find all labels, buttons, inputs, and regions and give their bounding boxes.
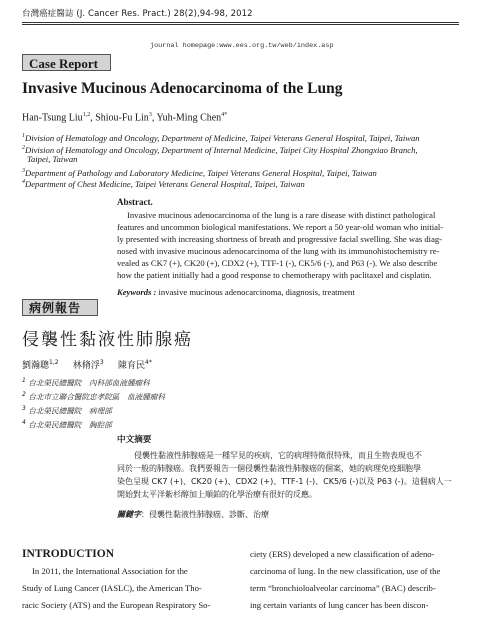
intro-right-line: ciety (ERS) developed a new classification of adeno-: [250, 549, 435, 559]
header-rule: [22, 22, 459, 23]
abstract-line: how the patient initially had a good response to chemotherapy with paclitaxel and cisplatin.: [117, 270, 432, 280]
journal-homepage[interactable]: journal homepage:www.ees.org.tw/web/index.asp: [150, 42, 334, 50]
abstract-line: vealed as CK7 (+), CK20 (+), CDX2 (+), TTF-1 (-), CK5/6 (-), and P63 (-). We also describe: [117, 258, 438, 268]
abstract-line: features and uncommon biological manifestations. We report a 50 year-old woman who initial-: [117, 222, 444, 232]
keywords-label: Keywords :: [117, 287, 157, 297]
affiliation: $^2$Division of Hematology and Oncology, Department of Internal Medicine, Taipei City Hospital Zhongxiao Branch,: [22, 144, 418, 155]
zh-affiliation: $^2$ 台北市立聯合醫院忠孝院區 血液腫瘤科: [22, 391, 165, 402]
zh-abstract-line: 染色呈現 CK7 (+)、CK20 (+)、CDX2 (+)、TTF-1 (-)、CK5/6 (-)以及 P63 (-)。這個病人一: [117, 477, 452, 486]
intro-right-line: ing certain variants of lung cancer has been discon-: [250, 600, 429, 610]
affiliation: $^1$Division of Hematology and Oncology, Department of Medicine, Taipei Veterans General Hospital, Taipei, Taiwan: [22, 132, 420, 143]
zh-author-list: 劉瀚聰$^{1,2}$ 林脩浮$^3$ 陳育民$^{4*}$: [22, 359, 152, 371]
keywords: [117, 286, 460, 298]
zh-case-report-tag: 病例報告: [22, 299, 98, 316]
author-name: Han-Tsung Liu: [22, 112, 83, 124]
intro-heading: INTRODUCTION: [22, 548, 115, 560]
zh-affiliation: $^3$ 台北榮民總醫院 病理部: [22, 405, 112, 416]
zh-affiliation: $^1$ 台北榮民總醫院 內科部血液腫瘤科: [22, 377, 150, 388]
zh-abstract-line: 同於一般的肺腺癌。我們要報告一個侵襲性黏液性肺腺癌的個案，她的病理免疫細胞學: [117, 464, 421, 473]
intro-left-line: Study of Lung Cancer (IASLC), the American Tho-: [22, 583, 202, 593]
author-name: Shiou-Fu Lin: [95, 112, 149, 124]
affiliation: $^3$Department of Pathology and Laboratory Medicine, Taipei Veterans General Hospital, Taipei, Taiwan: [22, 167, 377, 178]
author-sup: 4*: [221, 112, 228, 118]
author-sup: 1,2: [82, 112, 91, 118]
author-name: Yuh-Ming Chen: [156, 112, 222, 124]
author-sup: 3: [148, 112, 152, 118]
abstract-line: ly presented with increasing shortness of breath and progressive facial swelling. She was diag-: [117, 234, 443, 244]
zh-keywords-label: 關鍵字: [117, 510, 141, 519]
intro-left-line: racic Society (ATS) and the European Respiratory So-: [22, 600, 211, 610]
abstract-line: nosed with invasive mucinous adenocarcinoma of the lung with its immunohistochemistry re-: [117, 246, 440, 256]
abstract-heading: Abstract.: [117, 197, 153, 207]
affiliation-cont: Taipei, Taiwan: [27, 154, 78, 164]
intro-left-line: In 2011, the International Association for the: [32, 566, 188, 576]
intro-right-line: term “bronchioloalveolar carcinoma” (BAC) describ-: [250, 583, 436, 593]
zh-keywords: [117, 508, 460, 521]
intro-right-line: carcinoma of lung. In the new classification, use of the: [250, 566, 441, 576]
keywords-text: invasive mucinous adenocarcinoma, diagnosis, treatment: [156, 287, 355, 297]
zh-abstract-line: 開始對太平洋紫杉醇加上順鉑的化學治療有很好的反應。: [117, 490, 317, 499]
abstract-line: Invasive mucinous adenocarcinoma of the lung is a rare disease with distinct pathological: [127, 210, 436, 220]
header-rule-2: [22, 24, 459, 25]
zh-abstract-line: 侵襲性黏液性肺腺癌是一種罕見的疾病，它的病理特徵很特殊，而且生物表現也不: [134, 451, 422, 460]
journal-citation: 台灣癌症醫誌 (J. Cancer Res. Pract.) 28(2),94-98, 2012: [22, 9, 253, 19]
zh-article-title: 侵襲性黏液性肺腺癌: [22, 330, 193, 350]
author-list: Han-Tsung Liu$^{1,2}$, Shiou-Fu Lin$^3$, Yuh-Ming Chen$^{4*}$: [22, 112, 228, 124]
zh-affiliation: $^4$ 台北榮民總醫院 胸腔部: [22, 419, 112, 430]
zh-abstract-heading: 中文摘要: [117, 435, 152, 445]
case-report-tag: Case Report: [22, 54, 111, 71]
zh-keywords-text: ：侵襲性黏液性肺腺癌、診斷、治療: [141, 510, 269, 519]
article-title: Invasive Mucinous Adenocarcinoma of the Lung: [22, 80, 343, 97]
affiliation: $^4$Department of Chest Medicine, Taipei Veterans General Hospital, Taipei, Taiwan: [22, 178, 305, 189]
